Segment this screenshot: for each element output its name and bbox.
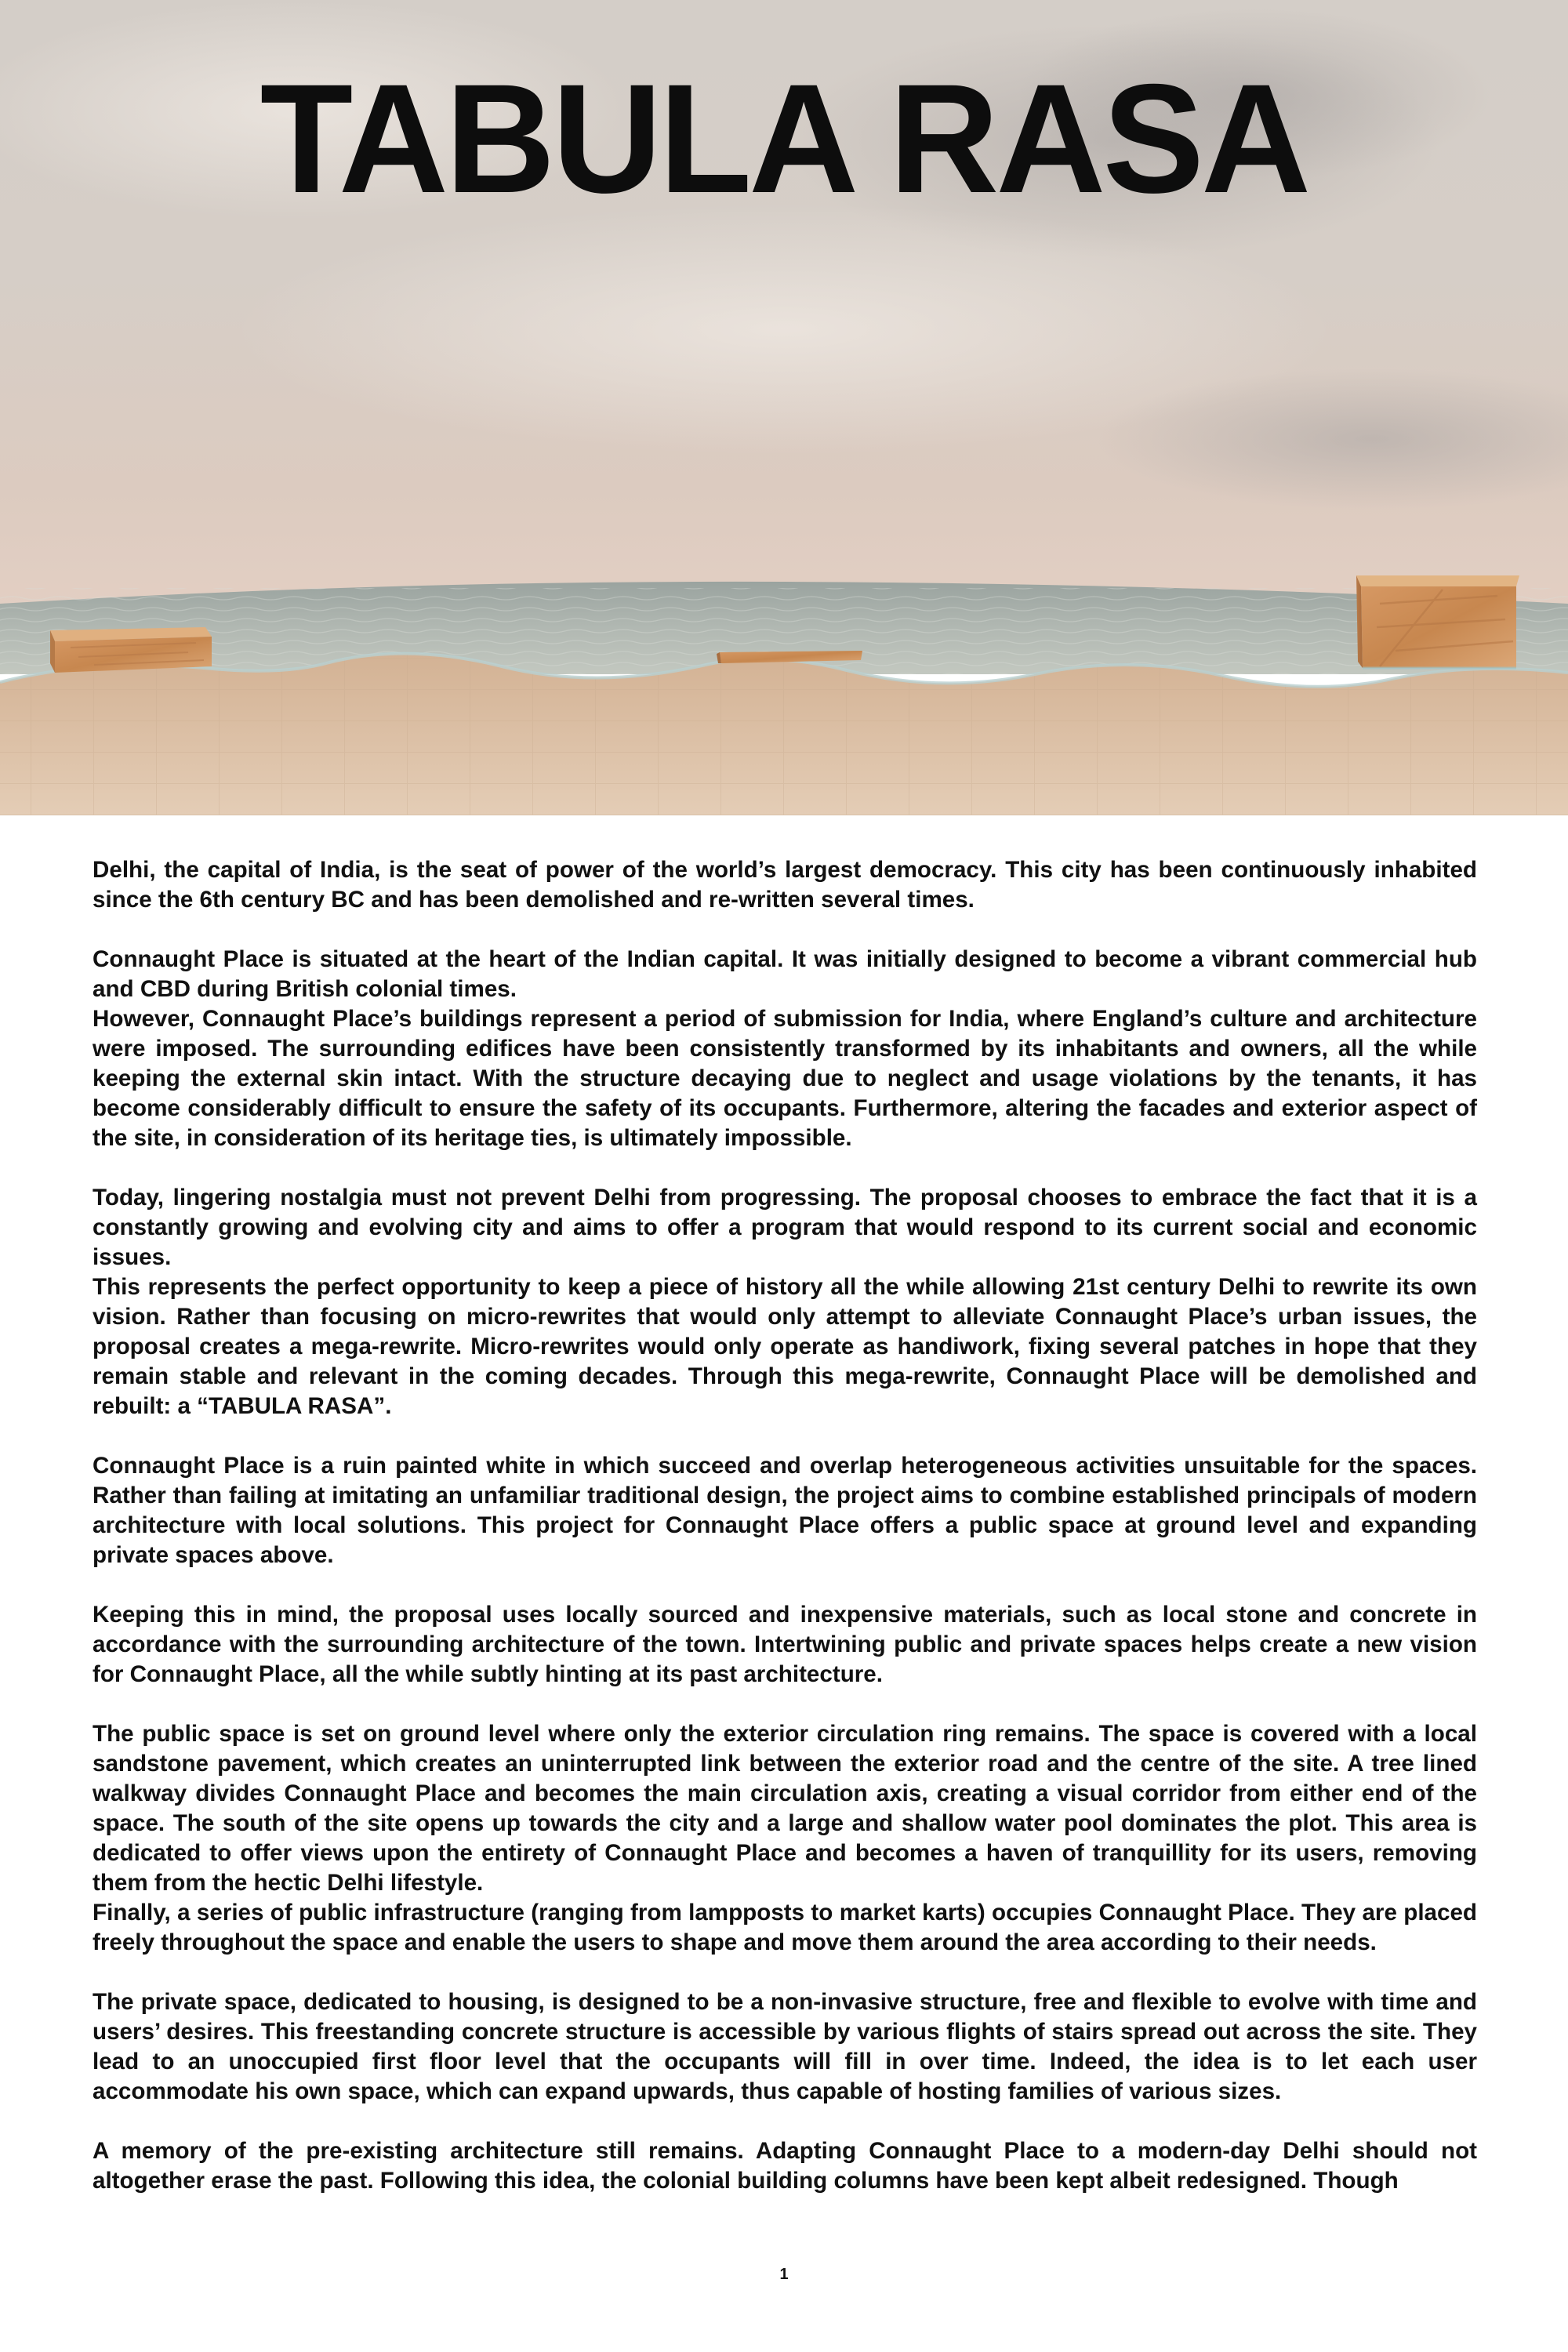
paragraph-mega-rewrite: This represents the perfect opportunity to keep a piece of history all the while allowing 21st century Delhi to rewrite its own vision. Rather than focusing on micro-rewrites that would only attempt to alleviate Connaught Place’s urban issues, the proposal creates a mega-rewrite. Micro-rewrites would only operate as handiwork, fixing several patches in hope that they remain stable and relevant in the coming decades. Through this mega-rewrite, Connaught Place will be demolished and rebuilt: a “TABULA RASA”. (93, 1274, 1477, 1419)
wood-block-right (1356, 575, 1519, 668)
paragraph-ruin: Connaught Place is a ruin painted white in which succeed and overlap heterogeneous activities unsuitable for the spaces. Rather than failing at imitating an unfamiliar traditional design, the project aims to combine established principals of modern architecture with local solutions. This project for Connaught Place offers a public space at ground level and expanding private spaces above. (93, 1453, 1477, 1568)
article-body (93, 855, 1477, 2196)
hero-render-image (0, 0, 1568, 815)
page-title: TABULA RASA (260, 52, 1308, 225)
paragraph-private-space: The private space, dedicated to housing, is designed to be a non-invasive structure, free and flexible to evolve with time and users’ desires. This freestanding concrete structure is accessible by various flights of stairs spread out across the site. They lead to an unoccupied first floor level that the occupants will fill in over time. Indeed, the idea is to let each user accommodate his own space, which can expand upwards, thus capable of hosting families of various sizes. (93, 1989, 1477, 2104)
paragraph-infrastructure: Finally, a series of public infrastructure (ranging from lampposts to market karts) occupies Connaught Place. They are placed freely throughout the space and enable the users to shape and move them around the area according to their needs. (93, 1900, 1477, 1955)
paragraph-connaught-place: Connaught Place is situated at the heart of the Indian capital. It was initially designed to become a vibrant commercial hub and CBD during British colonial times. (93, 946, 1477, 1002)
paragraph-intro: Delhi, the capital of India, is the seat of power of the world’s largest democracy. This city has been continuously inhabited since the 6th century BC and has been demolished and re-written several times. (93, 857, 1477, 913)
paragraph-progress: Today, lingering nostalgia must not prevent Delhi from progressing. The proposal chooses to embrace the fact that it is a constantly growing and evolving city and aims to offer a program that would respond to its current social and economic issues. (93, 1185, 1477, 1270)
wood-block-left (50, 627, 212, 673)
paragraph-public-space: The public space is set on ground level where only the exterior circulation ring remains. The space is covered with a local sandstone pavement, which creates an uninterrupted link between the exterior road and the centre of the site. A tree lined walkway divides Connaught Place and becomes the main circulation axis, creating a visual corridor from either end of the space. The south of the site opens up towards the city and a large and shallow water pool dominates the plot. This area is dedicated to offer views upon the entirety of Connaught Place and becomes a haven of tranquillity for its users, removing them from the hectic Delhi lifestyle. (93, 1721, 1477, 1896)
paragraph-materials: Keeping this in mind, the proposal uses locally sourced and inexpensive materials, such as local stone and concrete in accordance with the surrounding architecture of the town. Intertwining public and private spaces helps create a new vision for Connaught Place, all the while subtly hinting at its past architecture. (93, 1602, 1477, 1687)
paragraph-memory: A memory of the pre-existing architecture still remains. Adapting Connaught Place to a modern-day Delhi should not altogether erase the past. Following this idea, the colonial building columns have been kept albeit redesigned. Though (93, 2138, 1477, 2194)
paragraph-submission: However, Connaught Place’s buildings represent a period of submission for India, where England’s culture and architecture were imposed. The surrounding edifices have been consistently transformed by its inhabitants and owners, all the while keeping the external skin intact. With the structure decaying due to neglect and usage violations by the tenants, it has become considerably difficult to ensure the safety of its occupants. Furthermore, altering the facades and exterior aspect of the site, in consideration of its heritage ties, is ultimately impossible. (93, 1006, 1477, 1151)
page-number: 1 (779, 2266, 789, 2283)
